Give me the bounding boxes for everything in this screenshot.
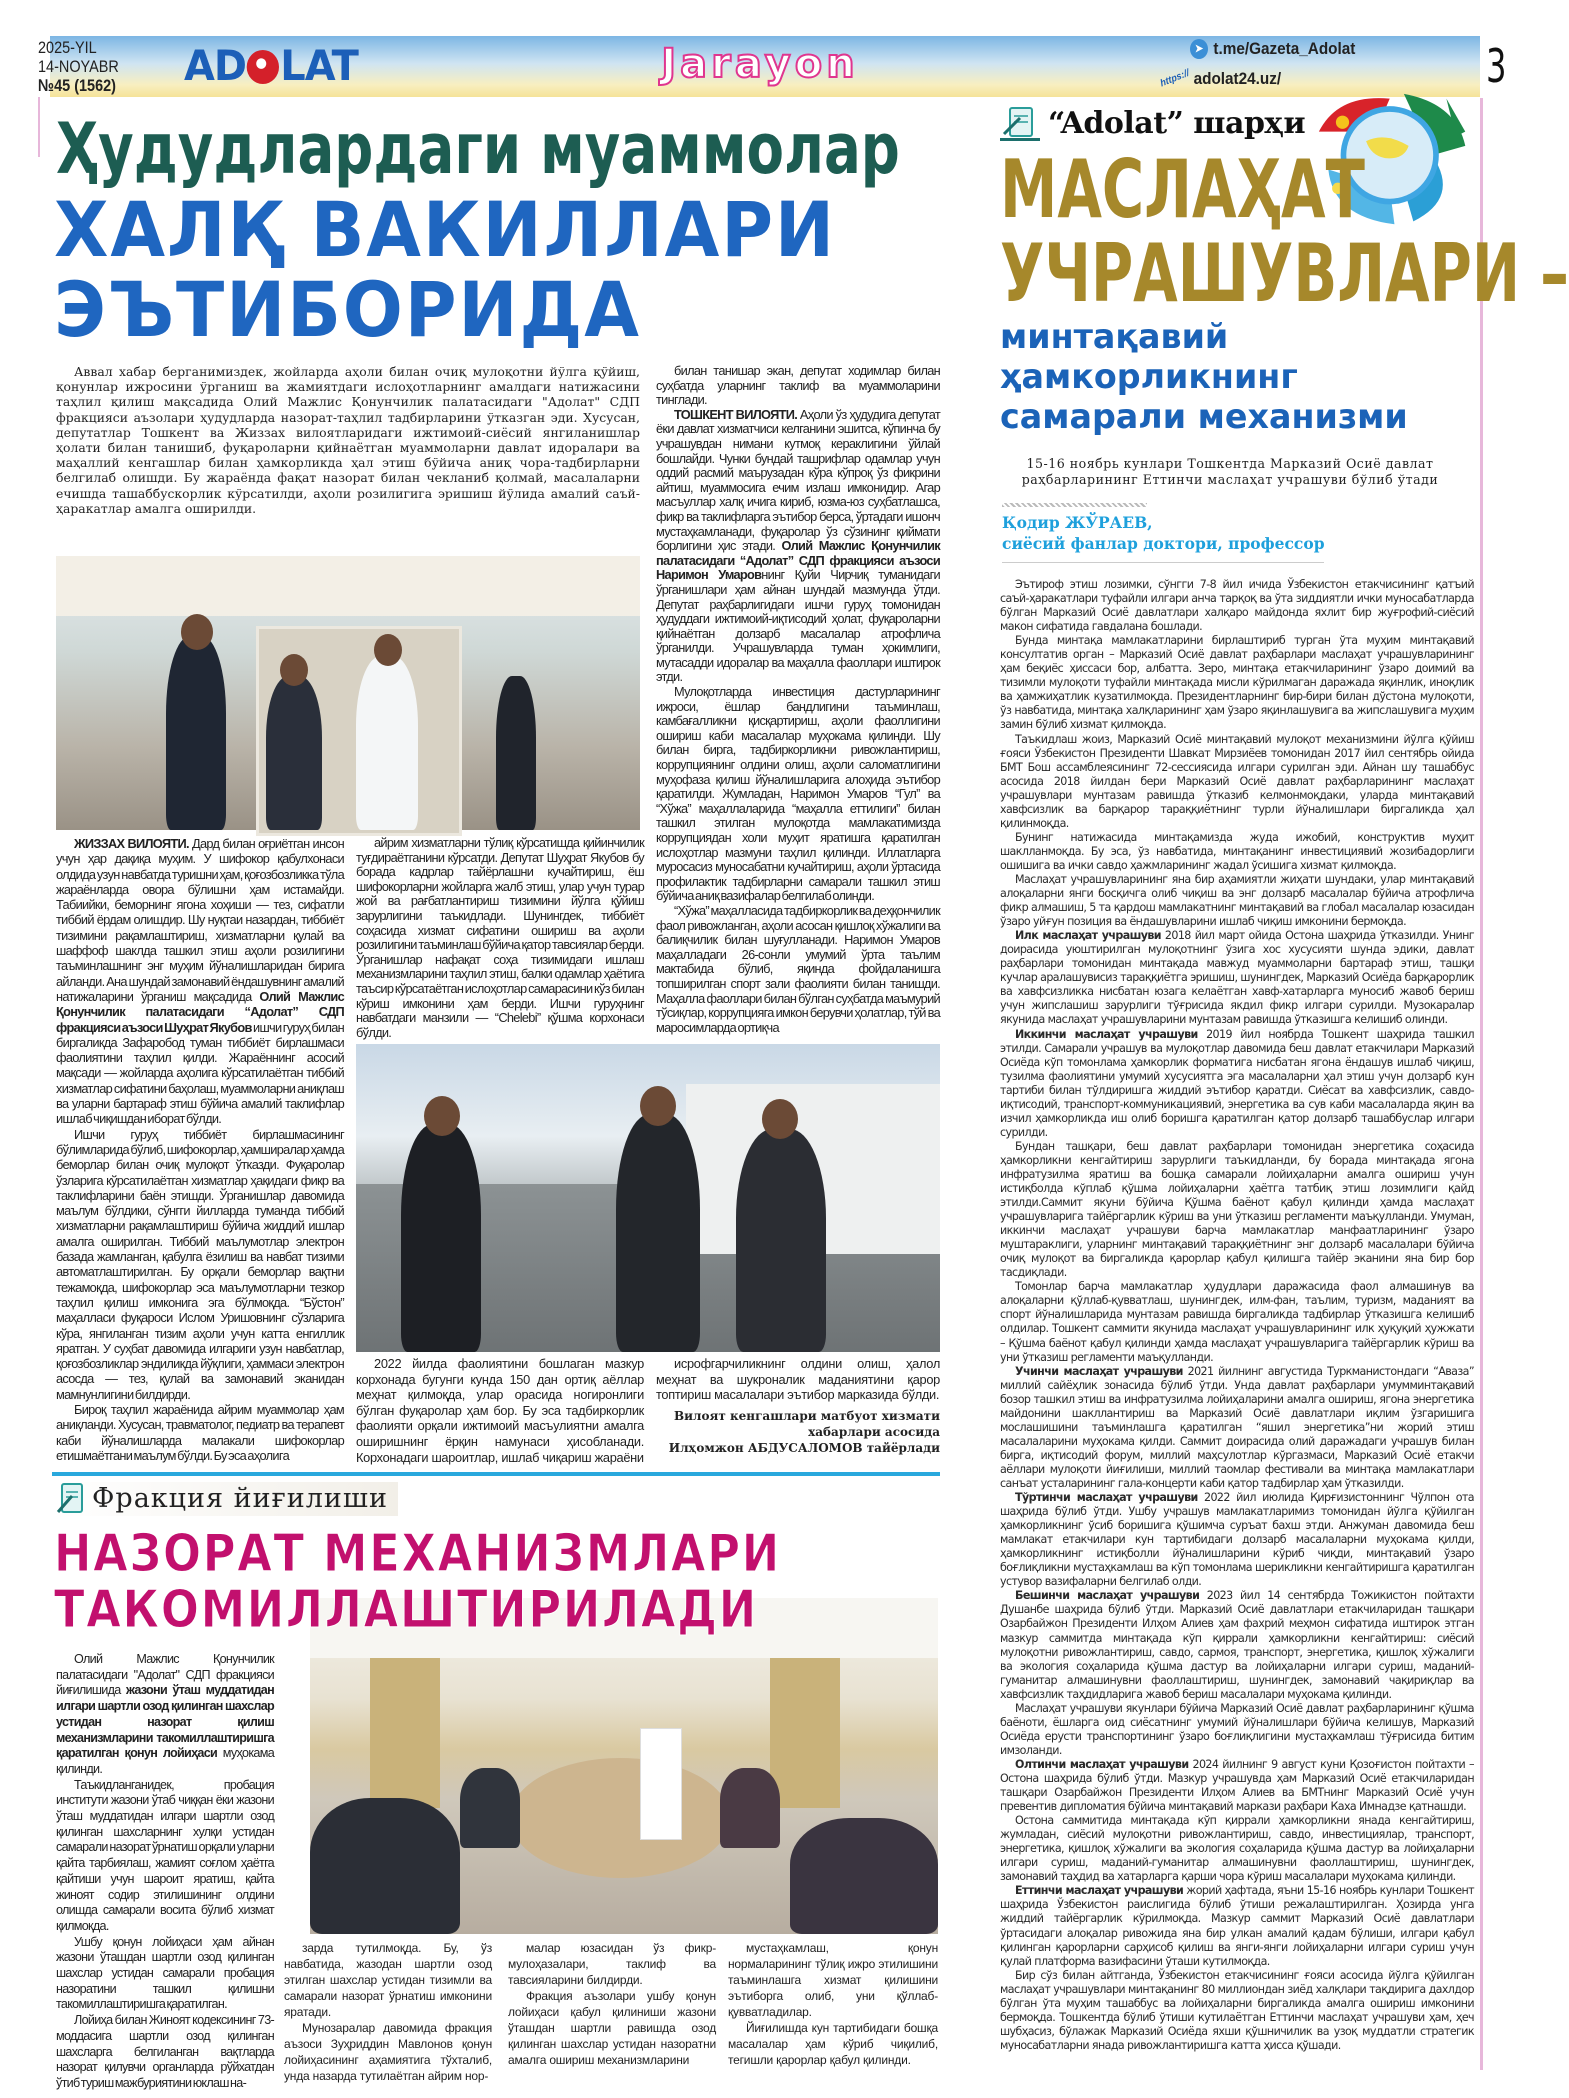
signature-author: Илҳомжон АБДУСАЛОМОВ тайёрлади bbox=[668, 1441, 940, 1455]
faction-kicker bbox=[56, 1482, 398, 1516]
photo-deputy-at-clinic bbox=[56, 556, 640, 830]
main-column-3-bottom bbox=[656, 1356, 940, 1403]
paragraph bbox=[656, 904, 940, 1035]
paragraph bbox=[1000, 1028, 1474, 1140]
text: Бироқ таҳлил жараёнида айрим муаммолар ҳам аниқланди. Хусусан, травматолог, педиатр ва терапевт каби йўналишларда малакали шифокорлар етишмаётгани маълум бўлди. Бу эса аҳолига bbox=[56, 1401, 344, 1463]
paragraph bbox=[1000, 873, 1474, 929]
issue-number: №45 (1562) bbox=[38, 76, 116, 95]
text: жорий ҳафтада, яъни 15-16 ноябрь кунлари Тошкент шаҳрида Ўзбекистон раислигида бўлиб ўтиши режалаштирилган. Ҳозирда унга жиддий тайёргарлик кўрилмоқда. Мазкур саммит Марказий Осиё давлатлари ўртасидаги алоқалар ривожида яна бир улкан амалий қадам бўлиши, илгари қабул қилинган қарорларни сарҳисоб қилиш ва янги-янги лойиҳаларни илгари суриш учун қулай платформа вазифасини ўташи кутилмоқда. bbox=[1000, 1884, 1474, 1968]
paragraph bbox=[284, 1940, 492, 2020]
photo-person-head bbox=[424, 1096, 460, 1136]
frame-line-left bbox=[38, 97, 40, 157]
paragraph bbox=[1000, 831, 1474, 873]
main-lead-paragraph bbox=[56, 364, 640, 516]
paragraph bbox=[1000, 1758, 1474, 1814]
bold-text: Олтинчи маслаҳат учрашуви bbox=[1015, 1757, 1189, 1771]
text: Маслаҳат учрашуви якунлари бўйича Марказий Осиё давлат раҳбарларининг қўшма баёноти, ёшларга оид сиёсатнинг умумий йўналишлари бўйича келишув, Марказий Осиёда ерусти транспортининг ўзаро боғлиқлигини мустаҳкамлаш тўғрисида битим имзоланди. bbox=[1000, 1701, 1474, 1757]
main-column-2-bottom bbox=[356, 1356, 644, 1465]
faction-column-b bbox=[508, 1940, 716, 2068]
photo-person bbox=[401, 1124, 481, 1352]
faction-column-c bbox=[728, 1940, 938, 2068]
bold-text: ТОШКЕНТ ВИЛОЯТИ. bbox=[674, 406, 798, 422]
bold-text: Учинчи маслаҳат учрашуви bbox=[1015, 1364, 1183, 1378]
text: 2021 йилнинг августида Туркманистондаги “Аваза” миллий сайёҳлик зонасида бўлиб ўтди. Унда давлат раҳбарлари умумминтақавий бозор ташкил этиш ва инфратузилма лойиҳаларини амалга ошириш, ягона энергетика майдонини шакллантириш ва Марказий Осиё давлатлари иқлим ўзгаришига мослашишини таъминлашга қаратилган “яшил энергетика”ни жорий этиш масалаларини муҳокама қилди. Саммит доирасида олий даражадаги учрашув билан бирга, иқтисодий форум, миллий маҳсулотлар кўргазмаси, Марказий Осиё етакчи аёллари мулоқоти йиғилиши, миллий таомлар фестивали ва минтақа мамлакатлари санъат усталарининг гала-концерти каби қатор тадбирлар ҳам ўтказилди. bbox=[1000, 1364, 1474, 1490]
text: исрофгарчиликнинг олдини олиш, ҳалол меҳнат ва шукроналик маданиятини қарор топтириш масалалари эътибор марказида бўлди. bbox=[656, 1356, 940, 1403]
photo-person-head bbox=[280, 654, 308, 686]
faction-headline-line1: НАЗОРАТ МЕХАНИЗМЛАРИ bbox=[54, 1524, 781, 1584]
photo-doctor bbox=[356, 656, 418, 830]
text: билан танишар экан, депутат ходимлар билан суҳбатда уларнинг таклиф ва муаммоларини тинглади. bbox=[656, 363, 940, 408]
text: Таъкидланганидек, пробация институти жазони ўтаб чиққан ёки жазони ўташ муддатидан илгари шартли озод қилинган шахсларнинг хулқи устидан самарали назорат ўрнатиш орқали уларни қайта тарбиялаш, жамият соғлом ҳаётга қайтиши учун шароит яратиш, қайта жиноят содир этилишининг олдини олишда самарали восита бўлиб хизмат қилмоқда. bbox=[56, 1777, 274, 1933]
author-title: сиёсий фанлар доктори, профессор bbox=[1002, 534, 1325, 553]
logo-text-left: AD bbox=[184, 41, 247, 90]
paragraph bbox=[56, 1127, 344, 1402]
issue-info bbox=[38, 38, 119, 95]
photo-deputies-walking bbox=[356, 1044, 940, 1352]
bold-text: Тўртинчи маслаҳат учрашуви bbox=[1015, 1491, 1198, 1505]
paragraph bbox=[356, 1356, 644, 1465]
text: малар юзасидан ўз фикр-мулоҳазалари, таклиф ва тавсияларини билдирди. bbox=[508, 1941, 716, 1987]
paragraph bbox=[356, 836, 644, 1040]
photo-curtain bbox=[370, 1658, 440, 1808]
paragraph bbox=[1000, 1814, 1474, 1884]
paragraph bbox=[1000, 634, 1474, 732]
text: Ишчи гуруҳ тиббиёт бирлашмасининг бўлимларида бўлиб, шифокорлар, ҳамширалар ҳамда беморлар билан очиқ мулоқот ўтказди. Фуқаролар ўзларига кўрсатилаётган хизматлар ҳақидаги фикр ва таклифларини баён этишди. Ўрганишлар давомида маълум бўлдики, сўнгги йилларда туманда тиббий хизматларни рақамлаштириш бўйича жиддий ишлар амалга оширилган. Тиббий маълумотлар электрон базада жамланган, қабулга ёзилиш ва навбат тизими автоматлаштирилган. Бу орқали беморлар вақтни тежамоқда, шифокорлар эса маълумотларни тезкор таҳлил қилиш имконига эга бўлмоқда. “Бўстон” маҳалласи фуқароси Ислом Уришовнинг сўзларига кўра, янгиланган тизим аҳоли учун катта енгиллик яратган. У суҳбат давомида илгариги узун навбатлар, қоғозбозликлар эндиликда йўқлиги, ҳаммаси электрон асосда — тез, қулай ва замонавий эканидан мамнунлигини билдирди. bbox=[56, 1126, 344, 1402]
paragraph bbox=[1000, 1589, 1474, 1701]
paragraph bbox=[1000, 578, 1474, 634]
faction-headline-line2: ТАКОМИЛЛАШТИРИЛАДИ bbox=[54, 1580, 758, 1640]
photo-person bbox=[310, 1798, 460, 1934]
paragraph bbox=[284, 2020, 492, 2084]
website-url: adolat24.uz/ bbox=[1193, 69, 1282, 88]
paragraph bbox=[1000, 733, 1474, 831]
main-column-3-top bbox=[656, 364, 940, 1035]
faction-lead-column bbox=[56, 1652, 274, 2092]
paragraph bbox=[1000, 1491, 1474, 1589]
document-pen-icon bbox=[1000, 106, 1040, 142]
main-headline-line3: ЭЪТИБОРИДА bbox=[54, 265, 641, 354]
main-headline-line1: Ҳудудлардаги муаммолар bbox=[56, 108, 900, 190]
text: Лойиҳа билан Жиноят кодексининг 73-моддасига шартли озод қилинган шахсларга белгиланган вақтларда назорат қилувчи органларда рўйхатдан ўтиб туриш мажбуриятини юклаш на- bbox=[56, 2013, 274, 2090]
text: Томонлар барча мамлакатлар ҳудудлари даражасида фаол алмашинув ва алоқаларни қўллаб-қувватлаш, шунингдек, илм-фан, таълим, туризм, маданият ва спорт йўналишларида мунтазам равишда биргаликда тадбирлар ўтказишга келишиб олдилар. Тошкент саммити якунида маслаҳат учрашувларининг илк ҳуқуқий ҳужжати – Қўшма баёнот қабул қилинди ҳамда маслаҳат учрашувларига тайёргарлик кўриш ва уни ўтказиш регламенти маъқулланди. bbox=[1000, 1280, 1474, 1364]
text: 2024 йилнинг 9 август куни Қозоғистон пойтахти – Остона шаҳрида бўлиб ўтди. Мазкур учрашувда ҳам Марказий Осиё етакчиларидан ташқари Озарбайжон Президенти Илҳом Алиев ва БМТнинг Марказий Осиё учун превентив дипломатия бўйича минтақавий маркази раҳбари Каха Имнадзе қатнашди. bbox=[1000, 1757, 1475, 1814]
text: Остона саммитида минтақада кўп қиррали ҳамкорликни янада кенгайтириш, жумладан, сиёсий мулоқотни ривожлантириш, савдо, инвестициялар, транспорт, энергетика, қишлоқ хўжалиги ва экология соҳаларида қўшма дастур ва лойиҳаларни илгари суриш, маданий-гуманитар алмашинувни фаоллаштириш, шунингдек, замонавий таҳдид ва хатарларга қарши чора кўриш масалалари муҳокама қилинди. bbox=[1000, 1814, 1474, 1884]
bold-text: жазони ўташ муддатидан илгари шартли озод қилинган шахслар устидан назорат қилиш механизмларини такомиллаштиришга қаратилган қонун лойиҳаси bbox=[56, 1683, 274, 1761]
author-hatch-divider bbox=[1002, 503, 1147, 507]
photo-person bbox=[166, 636, 226, 830]
text: зарда тутилмоқда. Бу, ўз навбатида, жазодан шартли озод этилган шахслар устидан тизимли ва самарали назорат ўрнатиш имконини яратади. bbox=[284, 1941, 492, 2019]
paragraph bbox=[728, 1940, 938, 2020]
bold-text: Олий Мажлис Қонунчилик палатасидаги “Адолат” СДП фракцияси аъзоси Наримон Умаров bbox=[656, 538, 940, 583]
main-headline-line2: ХАЛҚ ВАКИЛЛАРИ bbox=[54, 185, 836, 274]
commentary-kicker bbox=[1000, 106, 1305, 142]
commentary-subhead-line2: ҳамкорликнинг bbox=[1000, 357, 1298, 397]
paragraph bbox=[1000, 1280, 1474, 1364]
commentary-headline-line2: УЧРАШУВЛАРИ – bbox=[1000, 227, 1569, 320]
issue-date: 14-NOYABR bbox=[38, 57, 119, 76]
text: Бир сўз билан айтганда, Ўзбекистон етакчисининг ғояси асосида йўлга қўйилган маслаҳат учрашувлари минтақанинг 80 миллиондан зиёд халқлари тақдирига дахлдор бўлган ўта муҳим ташаббус ва лойиҳаларни биргаликда амалга ошириш имконини бермоқда. Тошкентда бўлиб ўтиши кутилаётган Еттинчи маслаҳат учрашуви ҳам, ҳеч шубҳасиз, бўлажак Марказий Осиёда яхши қўшничилик ва узоқ муддатли стратегик муносабатларни янада ривожлантиришга катта ҳисса қўшади. bbox=[1000, 1968, 1474, 2052]
paragraph bbox=[508, 1988, 716, 2068]
faction-column-a bbox=[284, 1940, 492, 2084]
text: мустаҳкамлаш, қонун нормаларининг тўлиқ ижро этилишини таъминлашга хизмат қилишини эътиборга олиб, уни қўллаб-қувватладилар. bbox=[728, 1941, 938, 2019]
text: нинг Қуйи Чирчиқ туманидаги ўрганишлари ҳам айнан шундай мазмунда ўтди. Депутат раҳбарлигидаги ишчи гуруҳ томонидан ҳудуддаги ижтимоий-иқтисодий ҳолат, фуқароларни қийнаётган долзарб масалалар атрофлича ўрганилди. Учрашувларда туман ҳокимлиги, мутасадди идоралар ва маҳалла фаоллари иштирок этди. bbox=[656, 567, 940, 685]
photo-person bbox=[736, 1129, 826, 1352]
commentary-subhead-line3: самарали механизми bbox=[1000, 397, 1408, 437]
text: 2022 йил июлида Қирғизистоннинг Чўлпон ота шаҳрида бўлиб ўтди. Ушбу учрашув мамлакатларимиз томонидан йўлга қўйилган ҳамкорликнинг ўсиб боришига қўшимча суръат бахш этди. Анжуман давомида беш мамлакат етакчилари кун тартибидаги долзарб масалаларни муҳокама қилди, ҳамкорликнинг истиқболли йўналишларини кўриб чиқди, минтақавий ўзаро боғлиқликни мустаҳкамлаш ва кўп томонлама шерикликни кенгайтиришга қаратилган устувор вазифаларни белгилаб олди. bbox=[1000, 1491, 1474, 1589]
photo-conference-table bbox=[510, 1758, 730, 1878]
bold-text: Бешинчи маслаҳат учрашуви bbox=[1015, 1589, 1200, 1603]
paragraph bbox=[656, 408, 940, 685]
photo-person bbox=[460, 1768, 520, 1848]
author-name: Қодир ЖЎРАЕВ, bbox=[1002, 513, 1153, 532]
text: 2018 йил март ойида Остона шаҳрида ўтказилди. Унинг доирасида уюштирилган мулоқотнинг ўзига хос хусусияти шунда эдики, давлат раҳбарлари томонидан минтақада мавжуд муаммоларни бартараф этиш, ташқи кучлар аралашувисиз тараққиётга эришиш, шунингдек, Марказий Осиёда барқарорлик ва хавфсизликка нисбатан юзага келаётган хавф-хатарларга муносиб жавоб бериш учун жипслашиш зарурлиги тўғрисида якдил фикр илгари сурилди. Музокаралар якунида маслаҳат учрашувларини мунтазам равишда ўтказишга келишиб олинди. bbox=[1000, 929, 1474, 1027]
text: Бунинг натижасида минтақамизда жуда ижобий, конструктив муҳит шаклланмоқда. Бу эса, ўз навбатида, минтақанинг инвестициявий жозибадорлиги ошишига ва ички савдо ҳажмларининг жадал ўсишига хизмат қилмоқда. bbox=[1000, 830, 1474, 872]
text: 2023 йил 14 сентябрда Тожикистон пойтахти Душанбе шаҳрида бўлиб ўтди. Марказий Осиё давлатлари етакчиларидан ташқари Озарбайжон Президенти Илҳом Алиев ҳам фахрий меҳмон сифатида иштирок этган мазкур саммитда минтақада кўп қиррали ҳамкорликни кенгайтириш: сиёсий мулоқотни ривожлантириш, савдо, сармоя, транспорт, энергетика, қишлоқ хўжалиги ва экология соҳаларида қўшма дастур ва лойиҳаларни илгари суриш, маданий-гуманитар алмашинувни фаоллаштириш, шунингдек, замонавий чақириқлар ва хавфсизлик таҳдидларига жавоб бериш масалалари муҳокама қилинди. bbox=[1000, 1589, 1474, 1701]
bold-text: Олий Мажлис Қонунчилик палатасидаги “Адолат” СДП фракцияси аъзоси Шуҳрат Якубов bbox=[56, 988, 345, 1035]
telegram-handle: t.me/Gazeta_Adolat bbox=[1213, 39, 1356, 58]
issue-year: 2025-YIL bbox=[38, 38, 97, 57]
bold-text: Илк маслаҳат учрашуви bbox=[1015, 929, 1161, 943]
page-number: 3 bbox=[1486, 39, 1507, 93]
bold-text: ЖИЗЗАХ ВИЛОЯТИ. bbox=[74, 836, 189, 851]
photo-person-head bbox=[181, 614, 213, 650]
text: Таъкидлаш жоиз, Марказий Осиё минтақавий мулоқот механизмини йўлга қўйиш ғояси Ўзбекистон Президенти Шавкат Мирзиёев томонидан 2017 йил сентябрь ойида БМТ Бош ассамблеясининг 72-сессиясида илгари сурилган эди. Айнан шу ташаббус асосида 2018 йилдан бери Марказий Осиё давлат раҳбарларининг маслаҳат учрашувлари мунтазам равишда ўтказиб келмонмоқдаки, уларда минтақавий хавфсизлик ва барқарор тараққиётнинг турли йўналишлари биргаликда ҳал қилинмоқда. bbox=[1000, 732, 1474, 830]
photo-person-head bbox=[762, 1099, 798, 1139]
paragraph bbox=[728, 2020, 938, 2068]
text: Аҳоли ўз ҳудудига депутат ёки давлат хизматчиси келганини эшитса, кўпинча бу учрашувдан нимани кутмоқ кераклигини ўйлай бошлайди. Чунки бундай ташрифлар одамлар учун оддий расмий маърузадан кўра кўпроқ ўз фикрини айтиш, муаммосига ечим излаш имконидир. Агар масъуллар халқ ичига кириб, юзма-юз суҳбатлашса, фикр ва таклифларга эътибор берса, ўртадаги ишонч мустаҳкамланади, фуқаролар ўз сўзининг қиймати борлигини ҳис этади. bbox=[656, 406, 940, 554]
text: ишчи гуруҳ билан биргаликда Зафаробод туман тиббиёт бирлашмаси фаолиятини таҳлил қилди. Жараённинг асосий мақсади — жойларда аҳолига кўрсатилаётган тиббий хизматлар сифатини баҳолаш, муаммоларни аниқлаш ва уларни бартараф этиш бўйича амалий таклифлар ишлаб чиқишдан иборат бўлди. bbox=[56, 1019, 344, 1127]
text: Мулоқотларда инвестиция дастурларининг ижроси, ёшлар бандлигини таъминлаш, камбағалликни қисқартириш, аҳоли фаоллигини ошириш каби масалалар муҳокама қилинди. Шу билан бирга, тадбиркорликни ривожлантириш, коррупциянинг олдини олиш, аҳоли саломатлигини муҳофаза қилиш йўналишларига алоҳида эътибор қаратилди. Жумладан, Наримон Умаров “Гул” ва “Хўжа” маҳаллаларида “маҳалла еттилиги” билан ташкил этилган мулоқотда мамлакатимизда коррупциядан холи муҳит яратишга қаратилган ислоҳотлар мазмуни таҳлил қилинди. Иллатларга муросасиз муносабатни кучайтириш, аҳоли ўртасида профилактик тадбирларни самарали ташкил этиш бўйича аниқ вазифалар белгилаб олинди. bbox=[656, 684, 940, 904]
photo-person bbox=[266, 676, 322, 830]
photo-person bbox=[790, 1818, 938, 1934]
paragraph bbox=[1000, 1365, 1474, 1491]
telegram-icon: ➤ bbox=[1190, 39, 1208, 59]
section-divider bbox=[52, 1472, 940, 1476]
text: Бунда минтақа мамлакатларини бирлаштириб турган ўта муҳим минтақавий консултатив орган – Марказий Осиё давлат раҳбарлари маслаҳат учрашувларининг ҳам беқиёс ҳиссаси бор, албатта. Зеро, минтақа етакчиларининг ўзаро доимий ва тизимли мулоқоти туфайли минтақада мисли кўрилмаган даражада яқинлик, иноқлик ва ҳамжиҳатлик кузатилмоқда. Президентларнинг бир-бири билан дўстона мулоқоти, ўз навбатида, минтақа халқларининг ҳам ўзаро яқинлашувига ва жипслашувига муҳим замин бўлиб хизмат қилмоқда. bbox=[1000, 634, 1474, 732]
text: Маслаҳат учрашувларининг яна бир аҳамиятли жиҳати шундаки, улар минтақавий алоқаларни янги босқичга олиб чиқиш ва энг долзарб масалалар бўйича атрофлича фикр алмашиш, 5 та қардош мамлакатнинг минтақавий ва глобал масалалар юзасидан ўзаро уйғун позиция ва ёндашувларини ишлаб чиқиш имконини бермоқда. bbox=[1000, 872, 1474, 929]
photo-person-head bbox=[640, 1086, 676, 1126]
text: муҳокама қилинди. bbox=[56, 1746, 274, 1776]
paragraph bbox=[1000, 929, 1474, 1027]
author-rule bbox=[1002, 562, 1324, 563]
commentary-subhead-line1: минтақавий bbox=[1000, 317, 1229, 357]
text: 2019 йил ноябрда Тошкент шаҳрида ташкил этилди. Самарали учрашув ва мулоқотлар давомида беш давлат етакчилари Марказий Осиёда кўп томонлама ҳамкорлик форматига нисбатан ягона ёндашув ишлаб чиқиш, тузилма фаолиятини умумий хусусиятга эга масалаларни ҳал этиш учун долзарб кун тартиби билан тўлдиришга жиддий эътибор қаратди. Сиёсат ва хавфсизлик, савдо-иқтисодий, транспорт-коммуникациявий, энергетика ва сув каби масалаларда яқин ва изчил ҳамкорликда иш олиб боришга қаратилган қатор долзарб ташаббуслар илгари сурилди. bbox=[1000, 1027, 1474, 1139]
commentary-author bbox=[1002, 512, 1325, 554]
frame-line-right bbox=[1480, 98, 1483, 2070]
main-column-2-top bbox=[356, 836, 644, 1040]
text: Дард билан оғриётган инсон учун ҳар дақиқа муҳим. У шифокор қабулхонаси олдида узун навбатда туришни ҳам, қоғозбозликка тўла жараёнларда овора бўлишни ҳам истамайди. Табиийки, беморнинг ягона хоҳиши — тез, сифатли тиббий ёрдам олишдир. Шу нуқтаи назардан, тиббиёт тизимини рақамлаштириш, хизматларни қулай ва шаффоф шаклда ташкил этиш аҳоли розилигини таъминлашнинг энг муҳим йўналишларидан бирига айланди. Ана шундай замонавий ёндашувнинг амалий натижаларини ўрганиш мақсадида bbox=[56, 836, 344, 1004]
text: 2022 йилда фаолиятини бошлаган мазкур корхонада бугунги кунда 150 дан ортиқ аёллар меҳнат қилмоқда, улар орасида ногиронлиги бўлган фуқаролар ҳам бор. Бу эса тадбиркорлик фаолияти орқали ижтимоий масъулиятни амалга оширишнинг ёрқин намунаси ҳисобланади. Корхонадаги шароитлар, ишлаб чиқариш жараёни bbox=[356, 1356, 644, 1465]
text: Аввал хабар берганимиздек, жойларда аҳоли билан очиқ мулоқотни йўлга қўйиш, қонунлар ижросини ўрганиш ва жамиятдаги ислоҳотларнинг амалдаги натижасини таҳлил қилиш мақсадида Олий Мажлис Қонунчилик палатасидаги "Адолат" СДП фракцияси аъзолари ҳудудларда назорат-таҳлил тадбирларини ўтказган эди. Хусусан, депутатлар Тошкент ва Жиззах вилоятларидаги ижтимоий-сиёсий янгиланишлар ҳолати билан танишиб, фуқароларни қийнаётган муаммоларни давлат идоралари ва маҳаллий кенгашлар билан ҳамкорликда ҳал этиш бўйича аниқ чора-тадбирларни белгилаб олишди. Бу жараёнда фақат назорат билан чекланиб қолмай, масалаларни ечишда ташаббускорлик кўрсатилди, аҳоли розилигига эришиш йўлида амалий саъй-ҳаракатлар амалга оширилди. bbox=[56, 364, 640, 516]
commentary-dek bbox=[990, 456, 1470, 488]
dek-line: 15-16 ноябрь кунлари Тошкентда Марказий Осиё давлат bbox=[1026, 456, 1434, 471]
paragraph bbox=[56, 1652, 274, 1778]
paragraph bbox=[1000, 1702, 1474, 1758]
main-column-1 bbox=[56, 836, 344, 1463]
article-signature bbox=[656, 1408, 940, 1456]
https-icon: https:// bbox=[1159, 67, 1191, 90]
paragraph bbox=[56, 1935, 274, 2014]
text: Эътироф этиш лозимки, сўнгги 7-8 йил ичида Ўзбекистон етакчисининг қатъий саъй-ҳаракатлари туфайли илгари анча тарқоқ ва ўта зиддиятли ички муносабатларда бўлган Марказий Осиё давлатлари халқаро майдонда яхлит бир жуғрофий-сиёсий макон сифатида гавдалана бошлади. bbox=[1000, 578, 1474, 634]
paragraph bbox=[56, 2013, 274, 2092]
commentary-body bbox=[1000, 578, 1474, 2053]
logo-text-right: LAT bbox=[280, 41, 358, 90]
bold-text: Еттинчи маслаҳат учрашуви bbox=[1015, 1884, 1184, 1898]
text: Мунозаралар давомида фракция аъзоси Зуҳриддин Мавлонов қонун лойиҳасининг аҳамиятига тўхталиб, унда назарда тутилаётган айрим нор- bbox=[284, 2021, 492, 2083]
paragraph bbox=[508, 1940, 716, 1988]
photo-person-head bbox=[374, 634, 402, 666]
section-rubric: Jarayon bbox=[661, 41, 859, 87]
bold-text: Иккинчи маслаҳат учрашуви bbox=[1015, 1027, 1198, 1041]
paragraph bbox=[56, 1402, 344, 1463]
text: Ушбу қонун лойиҳаси ҳам айнан жазони ўташдан шартли озод қилинган шахслар устидан самарали пробация назоратини ташкил қилишни такомиллаштиришга қаратилган. bbox=[56, 1934, 274, 2012]
photo-person bbox=[496, 676, 536, 830]
commentary-headline-line1: МАСЛАҲАТ bbox=[1000, 143, 1365, 236]
text: Фракция аъзолари ушбу қонун лойиҳаси қабул қилиниши жазони ўташдан шартли равишда озод қилинган шахслар устидан назоратни амалга ошириш механизмларини bbox=[508, 1989, 716, 2067]
paragraph bbox=[656, 685, 940, 904]
paragraph bbox=[656, 364, 940, 408]
photo-building-facade bbox=[56, 556, 640, 616]
dek-line: раҳбарларининг Еттинчи маслаҳат учрашуви бўлиб ўтади bbox=[1021, 472, 1439, 487]
photo-faction-meeting bbox=[310, 1598, 938, 1934]
text: Йиғилишда кун тартибидаги бошқа масалалар ҳам кўриб чиқилиб, тегишли қарорлар қабул қилинди. bbox=[728, 2021, 938, 2067]
text: “Хўжа” маҳалласида тадбиркорлик ва деҳқончилик фаол ривожланган, аҳоли асосан қишлоқ хўжалиги ва балиқчилик билан шуғулланади. Наримон Умаров маҳалладаги 26-сонли умумий ўрта таълим мактабида бўлиб, яқинда фойдаланишга топширилган спорт зали фаолияти билан танишди. Маҳалла фаоллари билан бўлган суҳбатда маъмурий тўсиқлар, коррупцияга имкон берувчи ҳолатлар, тўй ва маросимларда ортиқча bbox=[656, 902, 940, 1035]
photo-person bbox=[720, 1768, 780, 1848]
text: Бундан ташқари, беш давлат раҳбарлари томонидан энергетика соҳасида ҳамкорликни кенгайтириш зарурлиги таъкидланди, бу борада минтақада ягона инфратузилма яратиш ва бошқа самарали лойиҳаларни амалга ошириш учун истиқболда кўплаб қўшма лойиҳаларни ҳаётга татбиқ этиш лозимлиги қайд этилди.Саммит якуни бўйича Қўшма баёнот қабул қилинди ҳамда маслаҳат учрашувларига тайёргарлик кўриш ва уни ўтказиш регламенти маъқулланди. Умуман, иккинчи маслаҳат учрашуви барча мамлакатлар манфаатларининг ўзаро муштараклиги, уларнинг минтақавий тараққиётнинг энг долзарб масалалари бўйича очиқ мулоқот ва биргаликда қарорлар қабул қилишга тайёр эканини яна бир бор тасдиқлади. bbox=[1000, 1139, 1474, 1280]
photo-adolat-banner bbox=[640, 1728, 682, 1840]
signature-line: Вилоят кенгашлари матбуот хизмати bbox=[674, 1409, 940, 1423]
paragraph bbox=[1000, 1969, 1474, 2053]
paragraph bbox=[656, 1356, 940, 1403]
paragraph bbox=[1000, 1884, 1474, 1968]
paragraph bbox=[56, 364, 640, 516]
rose-icon bbox=[247, 50, 279, 84]
text: Олий Мажлис Қонунчилик палатасидаги "Адолат" СДП фракцияси йиғилишида bbox=[56, 1652, 274, 1698]
photo-curtain bbox=[770, 1658, 840, 1808]
adolat-logo bbox=[184, 42, 358, 90]
kicker-text: Фракция йиғилиши bbox=[92, 1483, 389, 1514]
paragraph bbox=[56, 836, 344, 1127]
kicker-text: “Adolat” шарҳи bbox=[1048, 106, 1306, 141]
signature-line: хабарлари асосида bbox=[808, 1425, 940, 1439]
website-link[interactable] bbox=[1160, 68, 1281, 90]
text: айрим хизматларни тўлиқ кўрсатишда қийинчилик туғдираётганини кўрсатди. Депутат Шуҳрат Якубов бу борада кадрлар тайёрлашни кучайтириш, ёш шифокорларни жойларга жалб этиш, улар учун турар жой ва рағбатлантириш тизимини йўлга қўйиш зарурлигини таъкидлади. Шунингдек, тиббиёт соҳасида хизмат сифатини ошириш ва аҳоли розилигини таъминлаш бўйича қатор тавсиялар берди. Ўрганишлар нафақат соҳа тизимидаги ишлаш механизмларини таҳлил этиш, балки одамлар ҳаётига таъсир кўрсатаётган ислоҳотлар самарасини кўз билан кўриш имконини ҳам берди. Ишчи гуруҳнинг навбатдаги манзили — “Chelebi” қўшма корхонаси бўлди. bbox=[356, 835, 644, 1040]
photo-person bbox=[616, 1114, 700, 1352]
telegram-link[interactable] bbox=[1190, 38, 1355, 60]
paragraph bbox=[1000, 1140, 1474, 1280]
paragraph bbox=[56, 1778, 274, 1935]
document-pen-icon bbox=[56, 1482, 86, 1516]
